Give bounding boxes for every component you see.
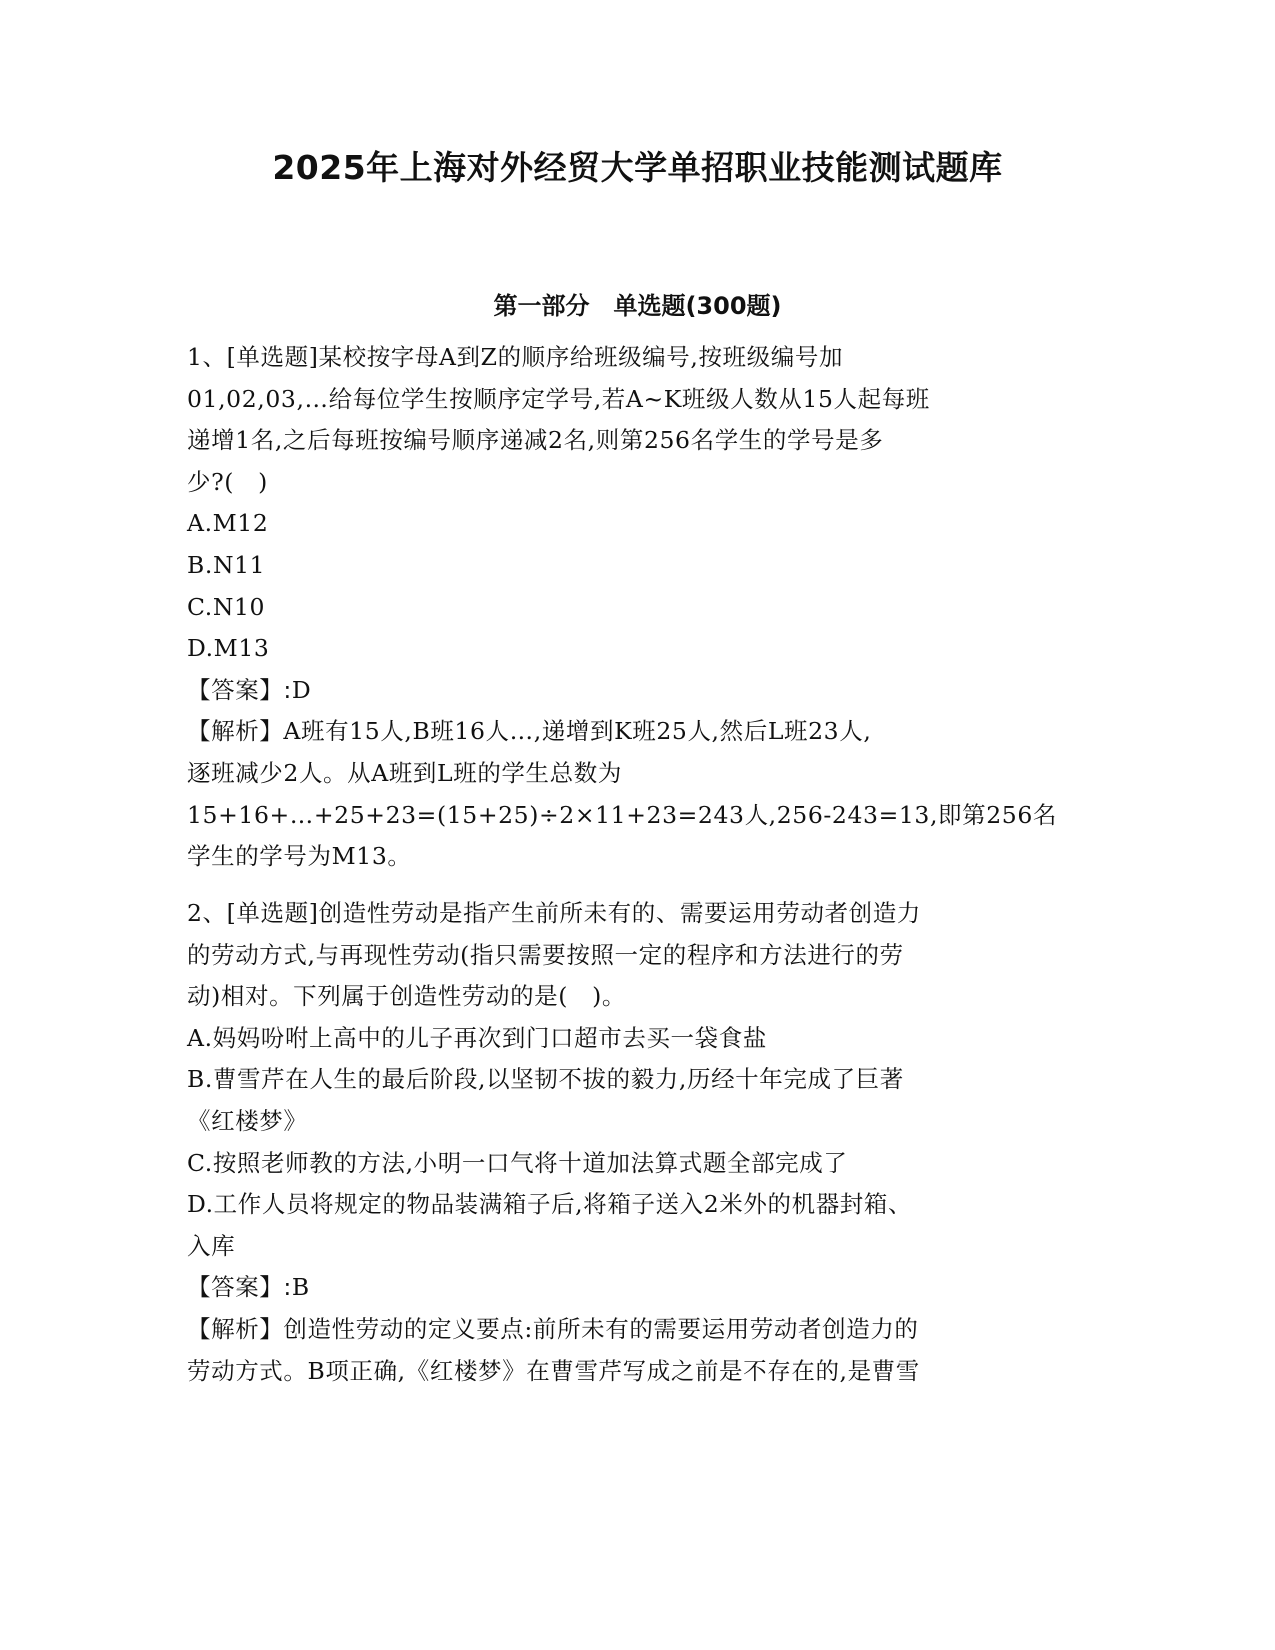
question-2-option-d-cont: 入库: [187, 1231, 236, 1260]
analysis-text-line: A班有15人,B班16人…,递增到K班25人,然后L班23人,: [283, 717, 872, 746]
question-1-text-line: 1、[单选题]某校按字母A到Z的顺序给班级编号,按班级编号加: [187, 343, 844, 371]
question-1-text-line: 递增1名,之后每班按编号顺序递减2名,则第256名学生的学号是多: [187, 426, 884, 455]
question-2-option-b: B.曹雪芹在人生的最后阶段,以坚韧不拔的毅力,历经十年完成了巨著: [187, 1065, 904, 1094]
question-1-option-a: A.M12: [187, 509, 269, 538]
question-2-option-d: D.工作人员将规定的物品装满箱子后,将箱子送入2米外的机器封箱、: [187, 1190, 913, 1219]
analysis-label: 【解析】: [187, 717, 284, 746]
question-1-text-line: 少?( ): [187, 467, 268, 496]
question-2-text-line: 动)相对。下列属于创造性劳动的是( )。: [187, 982, 627, 1011]
analysis-text-line: 逐班减少2人。从A班到L班的学生总数为: [187, 758, 622, 787]
question-2-option-c: C.按照老师教的方法,小明一口气将十道加法算式题全部完成了: [187, 1148, 848, 1177]
answer-label: 【答案】:: [187, 1273, 292, 1302]
analysis-text-line: 劳动方式。B项正确,《红楼梦》在曹雪芹写成之前是不存在的,是曹雪: [187, 1356, 920, 1385]
question-2: [187, 893, 1087, 1392]
question-1-option-b: B.N11: [187, 550, 266, 579]
question-1-text-line: 01,02,03,…给每位学生按顺序定学号,若A~K班级人数从15人起每班: [187, 384, 930, 413]
answer-value: D: [291, 675, 312, 704]
question-2-analysis: [187, 1309, 1087, 1351]
question-1-analysis: [187, 711, 1087, 753]
question-1-answer: [187, 670, 1087, 712]
question-1-option-c: C.N10: [187, 592, 266, 621]
question-1-option-d: D.M13: [187, 634, 270, 663]
page-title: 2025年上海对外经贸大学单招职业技能测试题库: [272, 148, 1003, 187]
analysis-label: 【解析】: [187, 1314, 284, 1343]
question-2-text-line: 2、[单选题]创造性劳动是指产生前所未有的、需要运用劳动者创造力: [187, 899, 921, 927]
question-2-option-b-cont: 《红楼梦》: [187, 1106, 308, 1135]
answer-value: B: [291, 1273, 310, 1302]
analysis-text-line: 创造性劳动的定义要点:前所未有的需要运用劳动者创造力的: [283, 1314, 919, 1343]
section-heading: 第一部分 单选题(300题): [493, 292, 782, 320]
answer-label: 【答案】:: [187, 675, 292, 704]
question-2-text-line: 的劳动方式,与再现性劳动(指只需要按照一定的程序和方法进行的劳: [187, 940, 904, 969]
question-2-option-a: A.妈妈吩咐上高中的儿子再次到门口超市去买一袋食盐: [187, 1023, 767, 1052]
question-1: [187, 337, 1087, 878]
question-2-answer: [187, 1267, 1087, 1309]
analysis-text-line: 学生的学号为M13。: [187, 842, 412, 871]
analysis-text-line: 15+16+…+25+23=(15+25)÷2×11+23=243人,256-243=13,即第256名: [187, 800, 1058, 829]
